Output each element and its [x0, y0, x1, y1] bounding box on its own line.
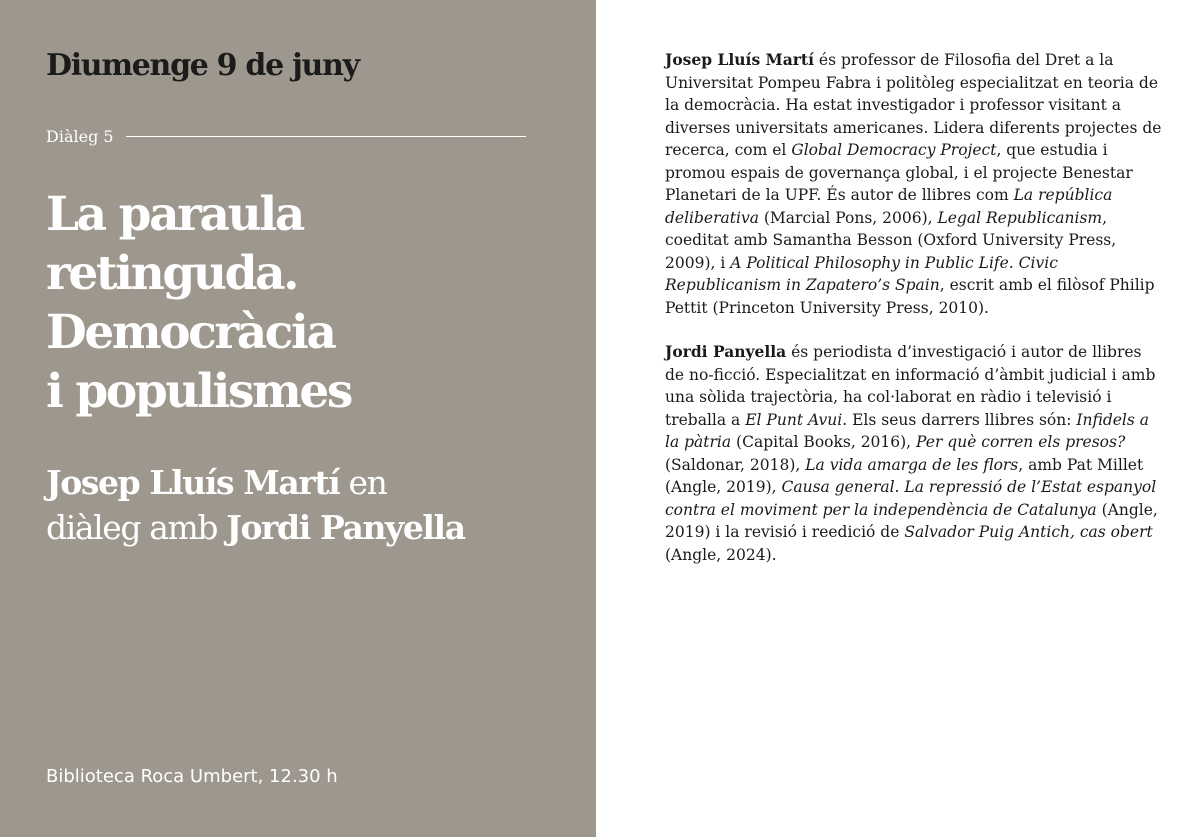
bio-segment: Per què corren els presos?: [916, 433, 1126, 451]
bio-segment: és professor de Filosofia del Dret a la Universitat Pompeu Fabra i politòleg especialitzat en teoria de la democràcia. Ha estat investigador i professor visitant a diverses universitats americanes. Lidera diferents projectes de recerca, com el: [665, 51, 1162, 159]
bio-segment: (Angle, 2019) i la revisió i reedició de: [665, 500, 1158, 541]
bio-segment: , que estudia i promou espais de governança global, i el projecte Benestar Planetari de la UPF. És autor de llibres com: [665, 141, 1133, 204]
speakers-connector: en: [339, 463, 387, 502]
bio-segment: Infidels a la pàtria: [665, 410, 1149, 451]
bio-segment: és periodista d’investigació i autor de llibres de no-ficció. Especialitzat en informació d’àmbit judicial i amb una sòlida trajectòria, ha col·laborat en ràdio i televisió i treballa a: [665, 343, 1156, 429]
event-title: [46, 185, 351, 421]
event-date: Diumenge 9 de juny: [46, 48, 359, 83]
bio-segment: Causa general. La repressió de l’Estat espanyol contra el moviment per la independència de Catalunya: [665, 478, 1157, 519]
bio-segment: . Els seus darrers llibres són:: [842, 410, 1077, 429]
bio-segment: La vida amarga de les flors: [805, 455, 1019, 474]
bio-segment: (Capital Books, 2016),: [731, 433, 917, 451]
title-line: La paraula: [46, 187, 303, 242]
speaker-2-name: Jordi Panyella: [226, 508, 465, 547]
bio-segment: Salvador Puig Antich, cas obert: [904, 523, 1153, 541]
bio-name: Jordi Panyella: [665, 342, 787, 361]
event-panel: [0, 0, 596, 837]
bio-name: Josep Lluís Martí: [665, 50, 814, 69]
title-line: retinguda.: [46, 246, 298, 301]
bio-segment: (Marcial Pons, 2006),: [758, 208, 938, 227]
bio-segment: (Saldonar, 2018),: [665, 455, 806, 474]
divider-line: [126, 136, 526, 137]
dialog-number: Diàleg 5: [46, 126, 114, 146]
title-line: Democràcia: [46, 305, 335, 360]
bio-segment: (Angle, 2024).: [665, 545, 777, 564]
speakers-line-1: [46, 460, 465, 505]
bio-segment: Legal Republicanism: [937, 208, 1103, 227]
bio-marti: [665, 49, 1165, 319]
speaker-1-name: Josep Lluís Martí: [46, 463, 340, 502]
speakers-line-2: [46, 505, 465, 550]
speakers-connector: diàleg amb: [46, 508, 227, 547]
dialog-header: [46, 124, 526, 148]
bio-segment: La república deliberativa: [665, 186, 1113, 227]
bio-segment: , coeditat amb Samantha Besson (Oxford University Press, 2009), i: [665, 208, 1117, 272]
bios-column: [665, 49, 1165, 588]
title-line: i populismes: [46, 364, 351, 419]
bio-segment: , escrit amb el filòsof Philip Pettit (Princeton University Press, 2010).: [665, 276, 1155, 317]
bio-segment: Global Democracy Project: [791, 141, 997, 159]
bio-segment: , amb Pat Millet (Angle, 2019),: [665, 455, 1144, 496]
bio-segment: El Punt Avui: [745, 410, 843, 429]
speakers: [46, 460, 465, 550]
bio-segment: A Political Philosophy in Public Life. Civic Republicanism in Zapatero’s Spain: [665, 253, 1058, 294]
event-venue: Biblioteca Roca Umbert, 12.30 h: [46, 766, 338, 787]
bio-panyella: [665, 341, 1165, 566]
